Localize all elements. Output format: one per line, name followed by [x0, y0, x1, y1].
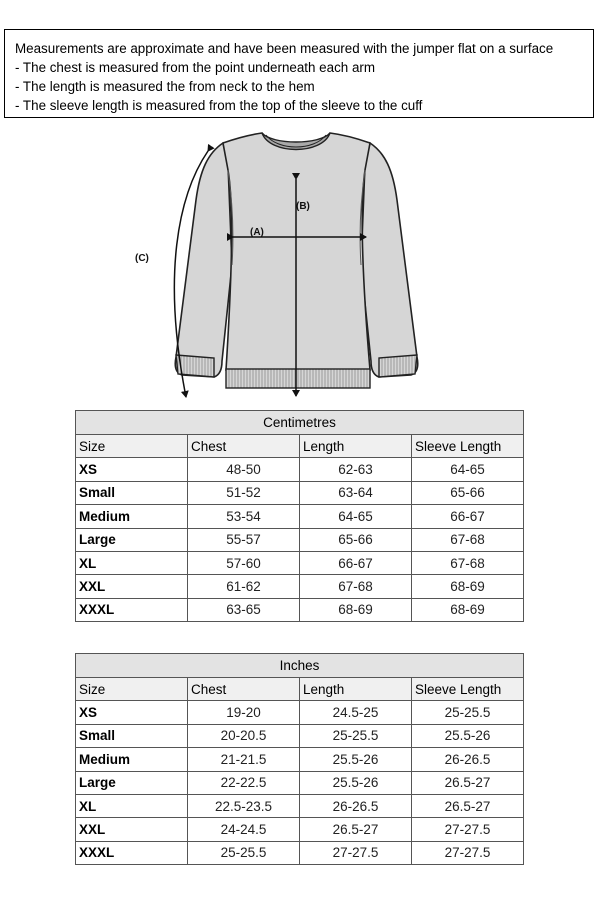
size-header: Size — [76, 435, 188, 458]
left-sleeve — [175, 143, 232, 377]
length-cell: 27-27.5 — [300, 841, 412, 864]
length-cell: 26-26.5 — [300, 794, 412, 817]
size-cell: Medium — [76, 748, 188, 771]
length-cell: 64-65 — [300, 505, 412, 528]
length-cell: 25-25.5 — [300, 724, 412, 747]
length-cell: 26.5-27 — [300, 818, 412, 841]
centimetres-body — [76, 411, 524, 622]
size-cell: XS — [76, 701, 188, 724]
sleeve-length-cell: 67-68 — [412, 528, 524, 551]
chest-header: Chest — [188, 678, 300, 701]
sleeve-length-cell: 66-67 — [412, 505, 524, 528]
jumper-diagram — [120, 125, 460, 405]
chest-cell: 57-60 — [188, 551, 300, 574]
sleeve-length-cell: 64-65 — [412, 458, 524, 481]
chest-cell: 55-57 — [188, 528, 300, 551]
label-c: (C) — [135, 253, 149, 264]
chest-cell: 25-25.5 — [188, 841, 300, 864]
size-header: Size — [76, 678, 188, 701]
table-row — [76, 748, 524, 771]
chest-cell: 53-54 — [188, 505, 300, 528]
sleeve-length-cell: 25-25.5 — [412, 701, 524, 724]
sleeve-length-header: Sleeve Length — [412, 435, 524, 458]
length-cell: 65-66 — [300, 528, 412, 551]
table-row — [76, 551, 524, 574]
size-cell: Small — [76, 481, 188, 504]
table-row — [76, 458, 524, 481]
table-row — [76, 505, 524, 528]
length-cell: 63-64 — [300, 481, 412, 504]
length-cell: 66-67 — [300, 551, 412, 574]
sleeve-length-header: Sleeve Length — [412, 678, 524, 701]
note-sleeve: - The sleeve length is measured from the top of the sleeve to the cuff — [15, 98, 423, 113]
measurement-notes — [4, 29, 594, 118]
size-cell: XL — [76, 551, 188, 574]
chest-cell: 22.5-23.5 — [188, 794, 300, 817]
sleeve-length-cell: 65-66 — [412, 481, 524, 504]
table-row — [76, 598, 524, 621]
sleeve-length-cell: 25.5-26 — [412, 724, 524, 747]
length-header: Length — [300, 435, 412, 458]
header-row — [76, 678, 524, 701]
chest-cell: 63-65 — [188, 598, 300, 621]
sleeve-length-cell: 68-69 — [412, 598, 524, 621]
chest-cell: 21-21.5 — [188, 748, 300, 771]
chest-cell: 19-20 — [188, 701, 300, 724]
size-cell: XXXL — [76, 598, 188, 621]
hem-band — [226, 369, 370, 388]
size-cell: XS — [76, 458, 188, 481]
table-row — [76, 794, 524, 817]
table-row — [76, 575, 524, 598]
unit-title: Inches — [76, 654, 524, 678]
size-cell: XL — [76, 794, 188, 817]
length-header: Length — [300, 678, 412, 701]
sleeve-length-cell: 26.5-27 — [412, 794, 524, 817]
chest-cell: 22-22.5 — [188, 771, 300, 794]
unit-row — [76, 654, 524, 678]
chest-cell: 48-50 — [188, 458, 300, 481]
sleeve-length-cell: 26.5-27 — [412, 771, 524, 794]
note-chest: - The chest is measured from the point underneath each arm — [15, 60, 376, 75]
chest-header: Chest — [188, 435, 300, 458]
size-cell: XXL — [76, 575, 188, 598]
size-cell: Medium — [76, 505, 188, 528]
chest-cell: 61-62 — [188, 575, 300, 598]
length-cell: 68-69 — [300, 598, 412, 621]
sleeve-length-cell: 27-27.5 — [412, 818, 524, 841]
table-row — [76, 481, 524, 504]
sleeve-length-cell: 27-27.5 — [412, 841, 524, 864]
table-row — [76, 701, 524, 724]
length-cell: 25.5-26 — [300, 748, 412, 771]
right-sleeve — [361, 143, 418, 377]
sleeve-length-cell: 26-26.5 — [412, 748, 524, 771]
chest-cell: 24-24.5 — [188, 818, 300, 841]
length-cell: 67-68 — [300, 575, 412, 598]
length-cell: 62-63 — [300, 458, 412, 481]
unit-title: Centimetres — [76, 411, 524, 435]
inches-table — [75, 653, 524, 865]
inches-body — [76, 654, 524, 865]
centimetres-table — [75, 410, 524, 622]
unit-row — [76, 411, 524, 435]
table-row — [76, 818, 524, 841]
table-row — [76, 724, 524, 747]
length-cell: 25.5-26 — [300, 771, 412, 794]
size-cell: XXXL — [76, 841, 188, 864]
right-cuff — [379, 355, 417, 377]
note-length: - The length is measured the from neck to the hem — [15, 79, 315, 94]
chest-cell: 20-20.5 — [188, 724, 300, 747]
size-cell: Small — [76, 724, 188, 747]
note-intro: Measurements are approximate and have been measured with the jumper flat on a surface — [15, 41, 554, 56]
table-row — [76, 841, 524, 864]
header-row — [76, 435, 524, 458]
size-cell: Large — [76, 528, 188, 551]
sleeve-length-cell: 67-68 — [412, 551, 524, 574]
size-cell: Large — [76, 771, 188, 794]
length-cell: 24.5-25 — [300, 701, 412, 724]
label-a: (A) — [250, 227, 264, 238]
sleeve-length-cell: 68-69 — [412, 575, 524, 598]
size-cell: XXL — [76, 818, 188, 841]
table-row — [76, 528, 524, 551]
chest-cell: 51-52 — [188, 481, 300, 504]
label-b: (B) — [296, 201, 310, 212]
table-row — [76, 771, 524, 794]
